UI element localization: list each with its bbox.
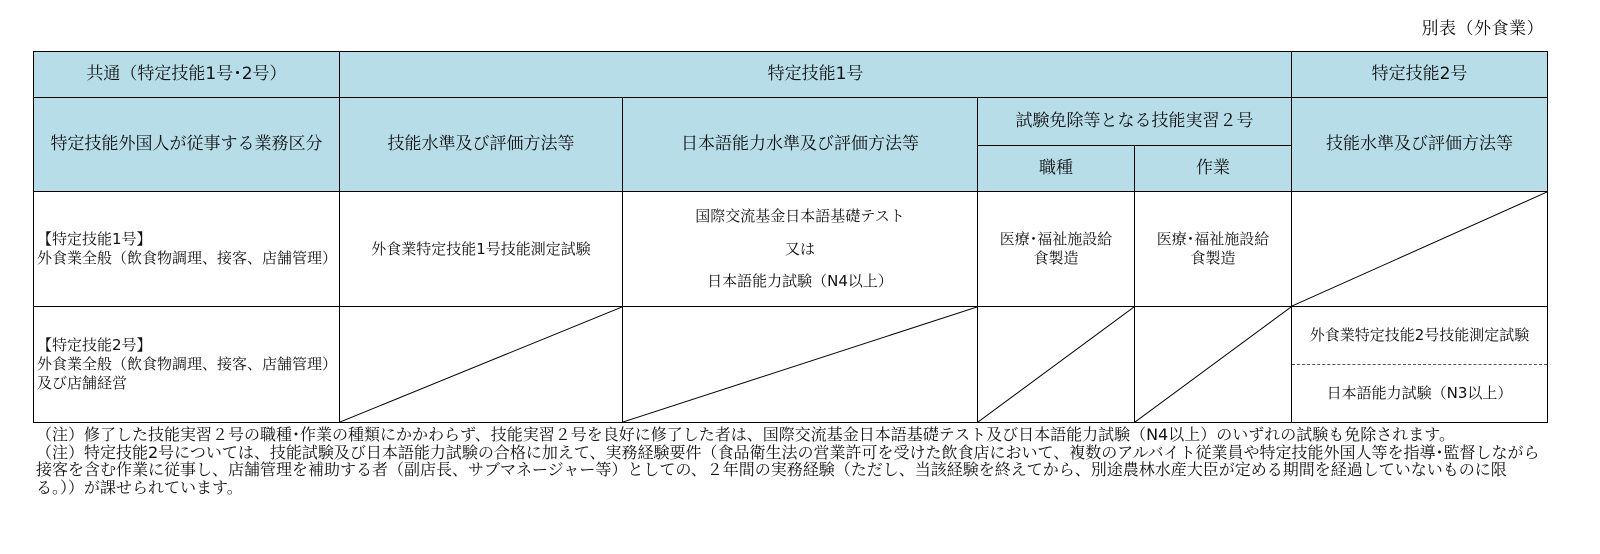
occupation-cell: [978, 192, 1135, 307]
skills-table: [33, 51, 1548, 423]
category-cell-2: [34, 307, 340, 423]
japanese-test-jf: 国際交流基金日本語基礎テスト: [695, 206, 905, 225]
diagonal-line: [623, 307, 977, 422]
note-item: （注）特定技能2号については、技能試験及び日本語能力試験の合格に加えて、実務経験要件（食品衛生法の営業許可を受けた飲食店において、複数のアルバイト従業員や特定技能外国人等を指導･監督しながら接客を含む作業に従事し、店舗管理を補助する者（副店長、サブマネージャー等）としての、２年間の実務経験（ただし、当該経験を終えてから、別途農林水産大臣が定める期間を経過していないものに限る。））が課せられています。: [36, 442, 1540, 497]
header-skill-level-1: 技能水準及び評価方法等: [340, 98, 623, 192]
not-applicable-cell: [623, 307, 978, 423]
not-applicable-cell: [1135, 307, 1292, 423]
japanese-or: 又は: [784, 239, 815, 258]
not-applicable-cell: [978, 307, 1135, 423]
diagonal-line: [1135, 307, 1291, 422]
header-common: 共通（特定技能1号･2号）: [34, 52, 340, 98]
note-item: （注）修了した技能実習２号の職種･作業の種類にかかわらず、技能実習２号を良好に修了した者は、国際交流基金日本語基礎テスト及び日本語能力試験（N4以上）のいずれの試験も免除されます。: [36, 425, 1455, 444]
not-applicable-cell: [1292, 192, 1548, 307]
diagonal-line: [978, 307, 1134, 422]
header-occupation: 職種: [978, 146, 1135, 192]
japanese-test-2: 日本語能力試験（N3以上）: [1326, 384, 1513, 403]
diagonal-line: [340, 307, 622, 422]
japanese-test-jlpt: 日本語能力試験（N4以上）: [707, 272, 893, 291]
skill-test-cell: 外食業特定技能1号技能測定試験: [340, 192, 623, 307]
skill-test-2: 外食業特定技能2号技能測定試験: [1292, 307, 1547, 365]
category-title: 【特定技能1号】: [37, 230, 152, 249]
work-text: 医療･福祉施設給食製造: [1156, 230, 1270, 267]
skill-level-2-cell: [1292, 307, 1548, 423]
header-exemption: 試験免除等となる技能実習２号: [978, 98, 1292, 146]
header-specified-skill-1: 特定技能1号: [340, 52, 1292, 98]
occupation-text: 医療･福祉施設給食製造: [999, 230, 1113, 267]
table-caption: 別表（外食業）: [1421, 19, 1544, 39]
category-title: 【特定技能2号】: [37, 336, 152, 355]
category-cell-1: [34, 192, 340, 307]
work-cell: [1135, 192, 1292, 307]
category-body: 外食業全般（飲食物調理、接客、店舗管理）: [37, 249, 338, 267]
japanese-level-cell: [623, 192, 978, 307]
category-body: 外食業全般（飲食物調理、接客、店舗管理）及び店舗経営: [37, 355, 338, 392]
header-business-category: 特定技能外国人が従事する業務区分: [34, 98, 340, 192]
diagonal-line: [1292, 192, 1547, 306]
header-specified-skill-2: 特定技能2号: [1292, 52, 1548, 98]
not-applicable-cell: [340, 307, 623, 423]
notes: [36, 426, 1546, 496]
header-skill-level-2: 技能水準及び評価方法等: [1292, 98, 1548, 192]
header-japanese-level: 日本語能力水準及び評価方法等: [623, 98, 978, 192]
header-work: 作業: [1135, 146, 1292, 192]
